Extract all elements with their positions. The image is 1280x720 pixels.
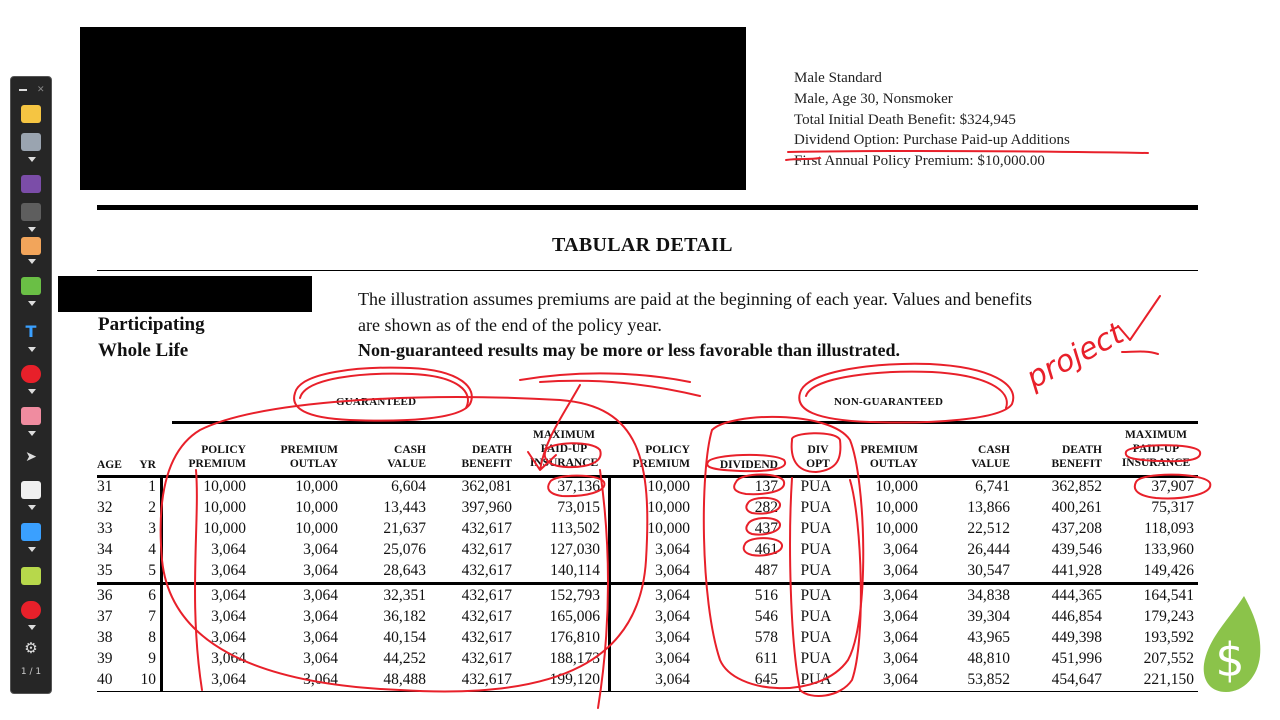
cell-n-paidup-insurance: 118,093 [1144, 520, 1194, 537]
cell-g-cash-value: 28,643 [383, 562, 426, 579]
cell-n-div-opt: PUA [800, 478, 832, 495]
product-line-1: Participating [98, 314, 205, 335]
cell-g-policy-premium: 3,064 [211, 629, 246, 646]
cell-n-dividend: 611 [755, 650, 778, 667]
cell-yr: 6 [148, 587, 156, 604]
description-line-1: The illustration assumes premiums are paid at the beginning of each year. Values and benefits [358, 289, 1032, 309]
col-g-premium-outlay: PREMIUM OUTLAY [280, 444, 338, 470]
leaf-dollar-logo [1200, 594, 1262, 694]
cell-age: 35 [97, 562, 113, 579]
cell-yr: 8 [148, 629, 156, 646]
fill-color-icon[interactable] [21, 567, 41, 585]
cell-g-cash-value: 25,076 [383, 541, 426, 558]
redacted-header-block [80, 27, 746, 190]
cell-g-policy-premium: 10,000 [203, 478, 246, 495]
cell-n-premium-outlay: 3,064 [883, 541, 918, 558]
info-line-4: Dividend Option: Purchase Paid-up Additions [794, 132, 1070, 149]
page-title: TABULAR DETAIL [552, 234, 733, 256]
chevron-down-icon[interactable] [28, 227, 36, 232]
cell-yr: 9 [148, 650, 156, 667]
page-indicator: 1 / 1 [20, 667, 42, 677]
cell-g-premium-outlay: 10,000 [295, 478, 338, 495]
cell-n-policy-premium: 10,000 [647, 520, 690, 537]
col-n-cash-value: CASH VALUE [971, 444, 1010, 470]
cell-g-premium-outlay: 3,064 [303, 541, 338, 558]
cell-n-premium-outlay: 3,064 [883, 629, 918, 646]
cell-n-death-benefit: 444,365 [1051, 587, 1102, 604]
cell-n-death-benefit: 439,546 [1051, 541, 1102, 558]
cell-n-dividend: 516 [754, 587, 778, 604]
cell-n-div-opt: PUA [800, 562, 832, 579]
cell-g-death-benefit: 432,617 [461, 520, 512, 537]
cell-n-paidup-insurance: 37,907 [1151, 478, 1194, 495]
cell-yr: 3 [148, 520, 156, 537]
title-rule [97, 270, 1198, 271]
cell-n-paidup-insurance: 164,541 [1143, 587, 1194, 604]
chevron-down-icon[interactable] [28, 547, 36, 552]
cell-g-cash-value: 48,488 [383, 671, 426, 688]
undo-icon[interactable] [21, 523, 41, 541]
shape-tool-icon[interactable] [21, 203, 41, 221]
cell-g-policy-premium: 3,064 [211, 541, 246, 558]
table-bottom-rule [97, 691, 1198, 692]
description-line-2: are shown as of the end of the policy year. [358, 314, 662, 335]
top-thick-rule [97, 205, 1198, 210]
cell-n-policy-premium: 3,064 [655, 608, 690, 625]
eraser-icon[interactable] [21, 407, 41, 425]
svg-text:$: $ [1215, 633, 1245, 687]
product-line-2: Whole Life [98, 340, 189, 361]
cell-g-policy-premium: 3,064 [211, 587, 246, 604]
cell-g-cash-value: 13,443 [383, 499, 426, 516]
marker-icon[interactable] [21, 277, 41, 295]
cell-g-premium-outlay: 3,064 [303, 629, 338, 646]
cell-g-paidup-insurance: 113,502 [550, 520, 600, 537]
cell-n-policy-premium: 3,064 [655, 650, 690, 667]
ink-project-note: project [1020, 316, 1130, 397]
screen-capture-icon[interactable] [21, 133, 41, 151]
col-age: AGE [97, 459, 122, 471]
cell-age: 33 [97, 520, 113, 537]
cell-n-premium-outlay: 3,064 [883, 562, 918, 579]
cell-n-cash-value: 30,547 [967, 562, 1010, 579]
info-line-5: First Annual Policy Premium: $10,000.00 [794, 153, 1045, 170]
cell-n-policy-premium: 3,064 [655, 671, 690, 688]
col-n-dividend: DIVIDEND [719, 459, 778, 471]
cell-n-cash-value: 43,965 [967, 629, 1010, 646]
cell-age: 38 [97, 629, 113, 646]
product-name [98, 312, 205, 364]
annotation-toolbar [10, 76, 52, 694]
cell-n-dividend: 137 [754, 478, 778, 495]
cell-g-paidup-insurance: 176,810 [549, 629, 600, 646]
cell-g-policy-premium: 10,000 [203, 520, 246, 537]
illustration-description [358, 287, 1032, 364]
cell-g-policy-premium: 3,064 [211, 562, 246, 579]
cell-n-dividend: 437 [754, 520, 778, 537]
cell-n-death-benefit: 454,647 [1051, 671, 1102, 688]
col-g-policy-premium: POLICY PREMIUM [188, 444, 246, 470]
cell-age: 36 [97, 587, 113, 604]
cell-n-paidup-insurance: 193,592 [1143, 629, 1194, 646]
policy-info [794, 68, 1070, 172]
gear-icon[interactable]: ⚙ [24, 639, 38, 657]
cell-g-death-benefit: 432,617 [461, 562, 512, 579]
cell-n-death-benefit: 400,261 [1051, 499, 1102, 516]
cell-yr: 4 [148, 541, 156, 558]
cell-g-policy-premium: 3,064 [211, 608, 246, 625]
cell-yr: 10 [140, 671, 156, 688]
cell-n-premium-outlay: 3,064 [883, 608, 918, 625]
cell-age: 31 [97, 478, 113, 495]
info-line-2: Male, Age 30, Nonsmoker [794, 90, 953, 107]
cell-n-dividend: 487 [754, 562, 778, 579]
cell-yr: 7 [148, 608, 156, 625]
cell-n-death-benefit: 449,398 [1051, 629, 1102, 646]
close-icon[interactable]: ✕ [37, 85, 45, 95]
table-divider-rule [608, 475, 611, 692]
chevron-down-icon[interactable] [28, 625, 36, 630]
cell-n-premium-outlay: 10,000 [875, 478, 918, 495]
cell-n-paidup-insurance: 221,150 [1143, 671, 1194, 688]
cell-n-cash-value: 6,741 [975, 478, 1010, 495]
chevron-down-icon[interactable] [28, 505, 36, 510]
minimize-icon[interactable] [19, 89, 27, 91]
cell-n-cash-value: 26,444 [967, 541, 1010, 558]
pointer-tool-icon[interactable] [21, 105, 41, 123]
cell-g-death-benefit: 432,617 [461, 541, 512, 558]
cell-g-death-benefit: 432,617 [461, 587, 512, 604]
cell-g-death-benefit: 432,617 [461, 629, 512, 646]
cell-n-death-benefit: 446,854 [1051, 608, 1102, 625]
cell-n-dividend: 645 [754, 671, 778, 688]
cell-g-premium-outlay: 3,064 [303, 562, 338, 579]
cell-n-premium-outlay: 10,000 [875, 520, 918, 537]
cell-n-cash-value: 34,838 [967, 587, 1010, 604]
cell-n-div-opt: PUA [800, 650, 832, 667]
pen-tool-icon[interactable] [21, 175, 41, 193]
col-n-death-benefit: DEATH BENEFIT [1051, 444, 1102, 470]
cell-n-paidup-insurance: 149,426 [1143, 562, 1194, 579]
chevron-down-icon[interactable] [28, 259, 36, 264]
cell-n-premium-outlay: 3,064 [883, 587, 918, 604]
cell-age: 32 [97, 499, 113, 516]
cell-n-death-benefit: 437,208 [1051, 520, 1102, 537]
cell-n-death-benefit: 441,928 [1051, 562, 1102, 579]
cell-n-policy-premium: 3,064 [655, 587, 690, 604]
col-n-div-opt: DIV OPT [806, 444, 830, 470]
cell-g-policy-premium: 10,000 [203, 499, 246, 516]
cell-n-paidup-insurance: 75,317 [1151, 499, 1194, 516]
cell-g-paidup-insurance: 199,120 [549, 671, 600, 688]
cell-n-cash-value: 13,866 [967, 499, 1010, 516]
cell-g-cash-value: 32,351 [383, 587, 426, 604]
cell-n-paidup-insurance: 207,552 [1143, 650, 1194, 667]
cell-n-policy-premium: 10,000 [647, 499, 690, 516]
col-n-paidup-insurance: MAXIMUM PAID-UP INSURANCE [1121, 429, 1191, 469]
cell-n-div-opt: PUA [800, 499, 832, 516]
table-top-rule [172, 421, 1198, 424]
cell-n-div-opt: PUA [800, 587, 832, 604]
cell-yr: 2 [148, 499, 156, 516]
cell-n-cash-value: 48,810 [967, 650, 1010, 667]
cell-n-dividend: 546 [754, 608, 778, 625]
cell-g-premium-outlay: 3,064 [303, 587, 338, 604]
table-left-rule [160, 475, 163, 692]
cell-n-cash-value: 53,852 [967, 671, 1010, 688]
cell-n-paidup-insurance: 179,243 [1143, 608, 1194, 625]
cell-age: 37 [97, 608, 113, 625]
cell-g-premium-outlay: 10,000 [295, 499, 338, 516]
cell-n-policy-premium: 3,064 [655, 629, 690, 646]
cell-g-paidup-insurance: 152,793 [549, 587, 600, 604]
ink-oval-guaranteed [294, 368, 472, 421]
color-picker-icon[interactable] [21, 365, 41, 383]
highlighter-icon[interactable] [21, 237, 41, 255]
chevron-down-icon[interactable] [28, 157, 36, 162]
description-line-3: Non-guaranteed results may be more or less favorable than illustrated. [358, 340, 900, 360]
redacted-product-label [58, 276, 312, 312]
mid-table-rule [97, 582, 1198, 585]
cell-g-cash-value: 40,154 [383, 629, 426, 646]
cell-yr: 5 [148, 562, 156, 579]
cell-g-paidup-insurance: 37,136 [557, 478, 600, 495]
cell-g-cash-value: 44,252 [383, 650, 426, 667]
cell-n-paidup-insurance: 133,960 [1143, 541, 1194, 558]
cell-g-cash-value: 6,604 [391, 478, 426, 495]
cell-g-paidup-insurance: 127,030 [549, 541, 600, 558]
cell-g-cash-value: 36,182 [383, 608, 426, 625]
cell-age: 40 [97, 671, 113, 688]
cell-n-premium-outlay: 3,064 [883, 650, 918, 667]
cell-g-premium-outlay: 3,064 [303, 608, 338, 625]
col-g-paidup-insurance: MAXIMUM PAID-UP INSURANCE [529, 429, 599, 469]
chevron-down-icon[interactable] [28, 301, 36, 306]
cell-g-policy-premium: 3,064 [211, 650, 246, 667]
ink-oval-non-guaranteed [799, 364, 1013, 423]
cell-n-div-opt: PUA [800, 520, 832, 537]
cell-g-paidup-insurance: 140,114 [550, 562, 600, 579]
cell-n-cash-value: 39,304 [967, 608, 1010, 625]
cell-g-paidup-insurance: 188,173 [549, 650, 600, 667]
chevron-down-icon[interactable] [28, 431, 36, 436]
cell-g-paidup-insurance: 165,006 [549, 608, 600, 625]
col-n-premium-outlay: PREMIUM OUTLAY [860, 444, 918, 470]
cell-yr: 1 [148, 478, 156, 495]
group-non-guaranteed: NON-GUARANTEED [834, 396, 944, 408]
cell-n-cash-value: 22,512 [967, 520, 1010, 537]
record-icon[interactable] [21, 601, 41, 619]
chevron-down-icon[interactable] [28, 347, 36, 352]
cell-g-policy-premium: 3,064 [211, 671, 246, 688]
ink-checkmark [1118, 296, 1160, 354]
col-g-cash-value: CASH VALUE [387, 444, 426, 470]
cell-g-death-benefit: 397,960 [461, 499, 512, 516]
chevron-down-icon[interactable] [28, 389, 36, 394]
cell-n-div-opt: PUA [800, 541, 832, 558]
col-g-death-benefit: DEATH BENEFIT [461, 444, 512, 470]
cell-n-policy-premium: 10,000 [647, 478, 690, 495]
cell-n-death-benefit: 451,996 [1051, 650, 1102, 667]
cell-age: 34 [97, 541, 113, 558]
cell-n-death-benefit: 362,852 [1051, 478, 1102, 495]
ink-arrow-curve [520, 373, 700, 396]
cell-g-cash-value: 21,637 [383, 520, 426, 537]
cell-g-death-benefit: 432,617 [461, 608, 512, 625]
cell-n-policy-premium: 3,064 [655, 541, 690, 558]
group-guaranteed: GUARANTEED [336, 396, 417, 408]
select-arrow-icon[interactable]: ➤ [25, 449, 37, 465]
cell-g-death-benefit: 362,081 [461, 478, 512, 495]
cell-g-premium-outlay: 3,064 [303, 671, 338, 688]
cell-n-dividend: 578 [754, 629, 778, 646]
info-line-3: Total Initial Death Benefit: $324,945 [794, 111, 1016, 128]
cell-n-policy-premium: 3,064 [655, 562, 690, 579]
cell-g-death-benefit: 432,617 [461, 650, 512, 667]
col-yr: YR [139, 459, 156, 471]
cell-g-paidup-insurance: 73,015 [557, 499, 600, 516]
col-n-policy-premium: POLICY PREMIUM [632, 444, 690, 470]
cell-n-div-opt: PUA [800, 608, 832, 625]
info-line-1: Male Standard [794, 70, 882, 86]
whiteboard-icon[interactable] [21, 481, 41, 499]
cell-n-div-opt: PUA [800, 671, 832, 688]
cell-g-premium-outlay: 3,064 [303, 650, 338, 667]
cell-g-death-benefit: 432,617 [461, 671, 512, 688]
cell-g-premium-outlay: 10,000 [295, 520, 338, 537]
cell-n-premium-outlay: 10,000 [875, 499, 918, 516]
cell-n-dividend: 282 [754, 499, 778, 516]
cell-n-premium-outlay: 3,064 [883, 671, 918, 688]
cell-n-dividend: 461 [754, 541, 778, 558]
cell-n-div-opt: PUA [800, 629, 832, 646]
text-tool-icon[interactable]: T [25, 322, 37, 341]
cell-age: 39 [97, 650, 113, 667]
